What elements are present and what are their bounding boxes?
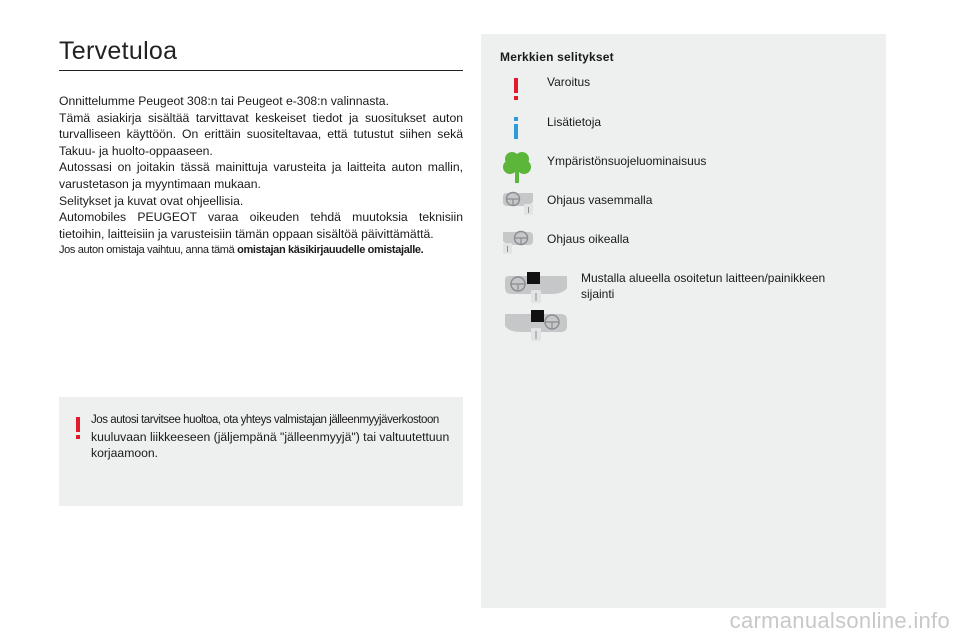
title-divider: [59, 70, 463, 71]
symbol-legend-panel: [481, 34, 886, 608]
intro-paragraph: Jos auton omistaja vaihtuu, anna tämä omistajan käsikirjauudelle omistajalle.: [59, 244, 424, 257]
service-note-box: [59, 397, 463, 506]
info-icon: [513, 117, 519, 139]
intro-paragraph: Autossasi on joitakin tässä mainittuja varusteita ja laitteita auton mallin, varustetason ja myyntimaan mukaan.: [59, 160, 463, 191]
legend-label: Ohjaus oikealla: [547, 232, 630, 246]
intro-paragraph: Selitykset ja kuvat ovat ohjeellisia.: [59, 193, 244, 208]
left-hand-drive-icon: [501, 190, 535, 216]
dashboard-location-icon: [503, 270, 569, 304]
dashboard-location-icon: [503, 308, 569, 342]
intro-text: [59, 93, 463, 259]
legend-label: Ympäristönsuojeluominaisuus: [547, 154, 707, 168]
watermark: carmanualsonline.info: [729, 608, 950, 633]
legend-title: Merkkien selitykset: [500, 50, 614, 64]
exclamation-icon: [513, 78, 519, 100]
service-note-text: Jos autosi tarvitsee huoltoa, ota yhteys valmistajan jälleenmyyjäverkostoon kuuluvaan liikkeeseen (jäljempänä "jälleenmyyjä") tai valtuutettuun korjaamoon.: [91, 414, 450, 460]
legend-label: Varoitus: [547, 75, 591, 89]
intro-paragraph: Onnittelumme Peugeot 308:n tai Peugeot e-308:n valinnasta.: [59, 94, 389, 108]
manual-emphasis: omistajan käsikirjauudelle omistajalle.: [237, 244, 424, 257]
exclamation-icon: [75, 417, 81, 439]
page-title: Tervetuloa: [59, 37, 178, 65]
welcome-section: [59, 36, 463, 259]
intro-paragraph: Tämä asiakirja sisältää tarvittavat keskeiset tiedot ja suositukset auton turvalliseen käyttöön. On erittäin suositeltavaa, että tutustut siihen sekä Takuu- ja huolto-oppaaseen.: [59, 110, 463, 158]
legend-label: Lisätietoja: [547, 115, 602, 129]
tree-icon: [503, 150, 531, 184]
intro-paragraph: Automobiles PEUGEOT varaa oikeuden tehdä muutoksia teknisiin tietoihin, laitteisiin ja varusteisiin tämän oppaan sisältöä päivittämättä.: [59, 210, 463, 241]
right-hand-drive-icon: [501, 229, 535, 255]
legend-label: Ohjaus vasemmalla: [547, 193, 653, 207]
legend-label: Mustalla alueella osoitetun laitteen/painikkeen sijainti: [581, 271, 826, 301]
